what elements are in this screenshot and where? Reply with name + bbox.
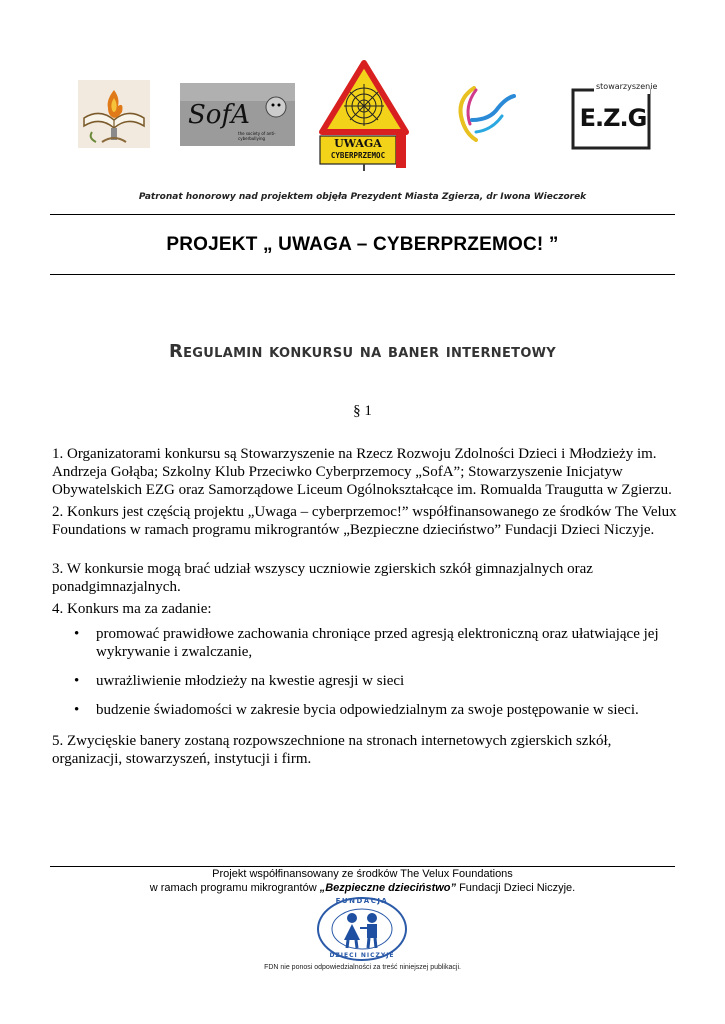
paragraph-2: 2. Konkurs jest częścią projektu „Uwaga – cyberprzemoc!” współfinansowanego ze środków The Velux Foundations w ramach programu mikrograntów „Bezpieczne dzieciństwo” Fundacji Dzieci Niczyje. xyxy=(52,504,677,538)
project-title: PROJEKT „ UWAGA – CYBERPRZEMOC! ” xyxy=(166,234,559,255)
logo-row xyxy=(0,60,725,175)
fdn-logo xyxy=(316,896,408,962)
header-rule-top xyxy=(50,214,675,215)
svg-text:SofA: SofA xyxy=(188,100,250,130)
bullet-icon: • xyxy=(74,673,80,689)
sofa-caption: the society of anti-cyberbullying xyxy=(238,131,276,141)
footer-line-2: w ramach programu mikrograntów „Bezpieczne dzieciństwo” Fundacji Dzieci Niczyje. xyxy=(149,882,576,894)
document-subtitle: Regulamin konkursu na baner internetowy xyxy=(168,341,557,362)
header-rule-bottom xyxy=(50,274,675,275)
ezg-logo xyxy=(570,80,658,150)
paragraph-1: 1. Organizatorami konkursu są Stowarzyszenie na Rzecz Rozwoju Zdolności Dzieci i Młodzieży im. Andrzeja Gołąba; Szkolny Klub Przeciwko Cyberprzemocy „SofA”; Stowarzyszenie Inicjatyw Obywatelskich EZG oraz Samorządowe Liceum Ogólnokształcące im. Romualda Traugutta w Zgierzu. xyxy=(52,446,672,498)
paragraph-3: 3. W konkursie mogą brać udział wszyscy uczniowie zgierskich szkół gimnazjalnych oraz ponadgimnazjalnych. xyxy=(52,561,593,595)
list-item: • budzenie świadomości w zakresie bycia odpowiedzialnym za swoje postępowanie w sieci. xyxy=(74,702,639,718)
warning-line2: CYBERPRZEMOC xyxy=(330,151,386,160)
ezg-top-text: stowarzyszenie xyxy=(596,82,658,91)
list-item: • uwrażliwienie młodzieży na kwestie agresji w sieci xyxy=(74,673,405,689)
goals-list xyxy=(52,625,677,730)
sofa-logo xyxy=(180,83,295,146)
book-torch-logo xyxy=(78,80,150,148)
ezg-text: E.Z.G xyxy=(579,104,647,132)
paragraph-4: 4. Konkurs ma za zadanie: xyxy=(52,601,212,617)
list-item: • promować prawidłowe zachowania chroniące przed agresją elektroniczną oraz ułatwiające jej wykrywanie i zwalczanie, xyxy=(74,626,659,660)
bullet-icon: • xyxy=(74,626,80,642)
patronat-note: Patronat honorowy nad projektem objęła Prezydent Miasta Zgierza, dr Iwona Wieczorek xyxy=(138,192,587,202)
warning-sign-logo xyxy=(318,60,410,172)
warning-line1: UWAGA xyxy=(334,137,382,150)
fdn-logo-bottom: DZIECI NICZYJE xyxy=(329,952,395,959)
section-sign: § 1 xyxy=(353,403,372,419)
butterfly-logo xyxy=(446,80,518,148)
bullet-icon: • xyxy=(74,702,80,718)
disclaimer-note: FDN nie ponosi odpowiedzialności za treść niniejszej publikacji. xyxy=(264,964,461,971)
fdn-logo-top: FUNDACJA xyxy=(335,897,389,905)
footer-line-1: Projekt współfinansowany ze środków The Velux Foundations xyxy=(212,868,513,880)
paragraph-5: 5. Zwycięskie banery zostaną rozpowszechnione na stronach internetowych zgierskich szkół, organizacji, stowarzyszeń, instytucji i firm. xyxy=(52,733,612,767)
